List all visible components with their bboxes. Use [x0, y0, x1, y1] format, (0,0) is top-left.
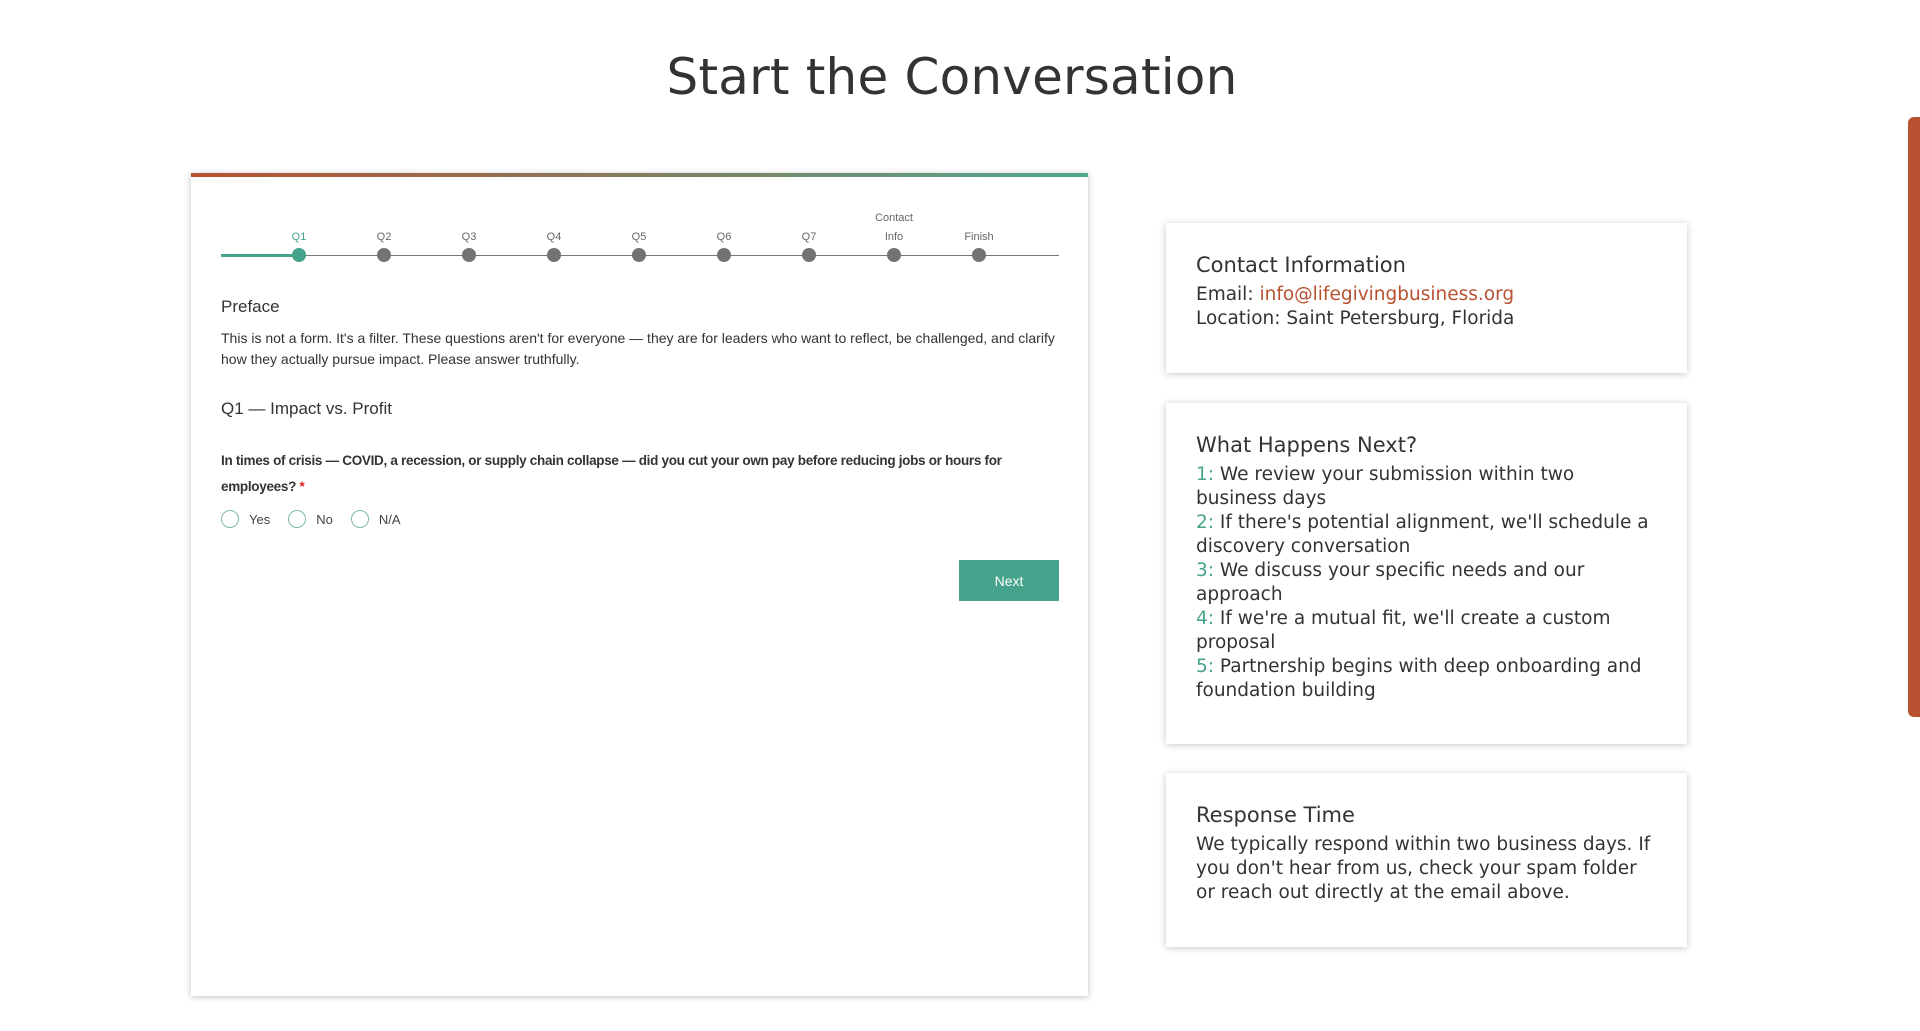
- question-text: [221, 448, 1066, 500]
- next-card-title: What Happens Next?: [1196, 433, 1418, 457]
- page-scrollbar-thumb[interactable]: [1908, 117, 1920, 717]
- list-item: [1196, 655, 1657, 703]
- radio-option-na[interactable]: [351, 510, 401, 528]
- radio-label: No: [316, 511, 333, 527]
- next-steps-list: [1196, 463, 1657, 703]
- list-item-text: If there's potential alignment, we'll schedule a discovery conversation: [1196, 512, 1649, 557]
- list-item: [1196, 559, 1657, 607]
- list-item-number: 3:: [1196, 560, 1215, 581]
- step-q5[interactable]: [599, 209, 679, 269]
- step-q6[interactable]: [684, 209, 764, 269]
- progress-stepper: [221, 209, 1059, 269]
- radio-label: Yes: [249, 511, 271, 527]
- step-dot: [972, 248, 986, 262]
- location-label: Location:: [1196, 308, 1281, 329]
- step-label: Q2: [376, 231, 392, 243]
- step-label: Q5: [631, 231, 647, 243]
- radio-option-yes[interactable]: [221, 510, 270, 528]
- step-q4[interactable]: [514, 209, 594, 269]
- step-dot: [632, 248, 646, 262]
- next-button[interactable]: Next: [959, 560, 1059, 601]
- step-finish[interactable]: [939, 209, 1019, 269]
- questionnaire-card: [191, 173, 1088, 996]
- what-happens-next-card: [1166, 403, 1687, 744]
- step-q1[interactable]: [259, 209, 339, 269]
- list-item-text: If we're a mutual fit, we'll create a custom proposal: [1196, 608, 1611, 653]
- list-item-text: We review your submission within two business days: [1196, 464, 1575, 509]
- email-link[interactable]: info@lifegivingbusiness.org: [1259, 284, 1515, 305]
- step-dot: [462, 248, 476, 262]
- step-q7[interactable]: [769, 209, 849, 269]
- step-label: Q1: [291, 231, 307, 243]
- step-dot: [292, 248, 306, 262]
- radio-label: N/A: [378, 511, 401, 527]
- step-dot: [802, 248, 816, 262]
- step-dot: [377, 248, 391, 262]
- step-label: Q6: [716, 231, 732, 243]
- contact-information-card: [1166, 223, 1687, 373]
- step-contact-info[interactable]: [854, 209, 934, 269]
- response-card-title: Response Time: [1196, 803, 1355, 827]
- list-item-number: 4:: [1196, 608, 1215, 629]
- step-label: Q4: [546, 231, 562, 243]
- list-item: [1196, 463, 1657, 511]
- step-label: Finish: [964, 231, 994, 243]
- step-dot: [887, 248, 901, 262]
- card-accent-bar: [191, 173, 1088, 177]
- list-item-number: 1:: [1196, 464, 1215, 485]
- location-line: [1196, 307, 1657, 331]
- preface-text: This is not a form. It's a filter. These questions aren't for everyone — they are for leaders who want to reflect, be challenged, and clarify how they actually pursue impact. Please answer truthfully.: [221, 330, 1055, 367]
- radio-button[interactable]: [221, 510, 239, 528]
- list-item-number: 2:: [1196, 512, 1215, 533]
- list-item-text: We discuss your specific needs and our approach: [1196, 560, 1585, 605]
- response-time-card: [1166, 773, 1687, 947]
- question-prompt: In times of crisis — COVID, a recession, or supply chain collapse — did you cut your own pay before reducing jobs or hours for employees?: [221, 453, 1002, 494]
- step-label: Q7: [801, 231, 817, 243]
- radio-button[interactable]: [288, 510, 306, 528]
- step-dot: [547, 248, 561, 262]
- list-item-text: Partnership begins with deep onboarding and foundation building: [1196, 656, 1642, 701]
- response-card-text: We typically respond within two business days. If you don't hear from us, check your spam folder or reach out directly at the email above.: [1196, 834, 1651, 903]
- required-marker: *: [299, 479, 305, 494]
- preface-title: Preface: [221, 297, 280, 316]
- email-label: Email:: [1196, 284, 1254, 305]
- list-item-number: 5:: [1196, 656, 1215, 677]
- list-item: [1196, 511, 1657, 559]
- page-title: Start the Conversation: [666, 48, 1238, 106]
- contact-card-body: [1196, 283, 1657, 331]
- step-q3[interactable]: [429, 209, 509, 269]
- email-line: [1196, 283, 1657, 307]
- contact-card-title: Contact Information: [1196, 253, 1406, 277]
- list-item: [1196, 607, 1657, 655]
- step-label: Q3: [461, 231, 477, 243]
- step-label: Contact Info: [875, 212, 913, 243]
- step-dot: [717, 248, 731, 262]
- radio-option-no[interactable]: [288, 510, 333, 528]
- step-q2[interactable]: [344, 209, 424, 269]
- question-title: Q1 — Impact vs. Profit: [221, 399, 392, 418]
- location-value: Saint Petersburg, Florida: [1286, 308, 1515, 329]
- answer-radio-group: [221, 510, 419, 528]
- radio-button[interactable]: [351, 510, 369, 528]
